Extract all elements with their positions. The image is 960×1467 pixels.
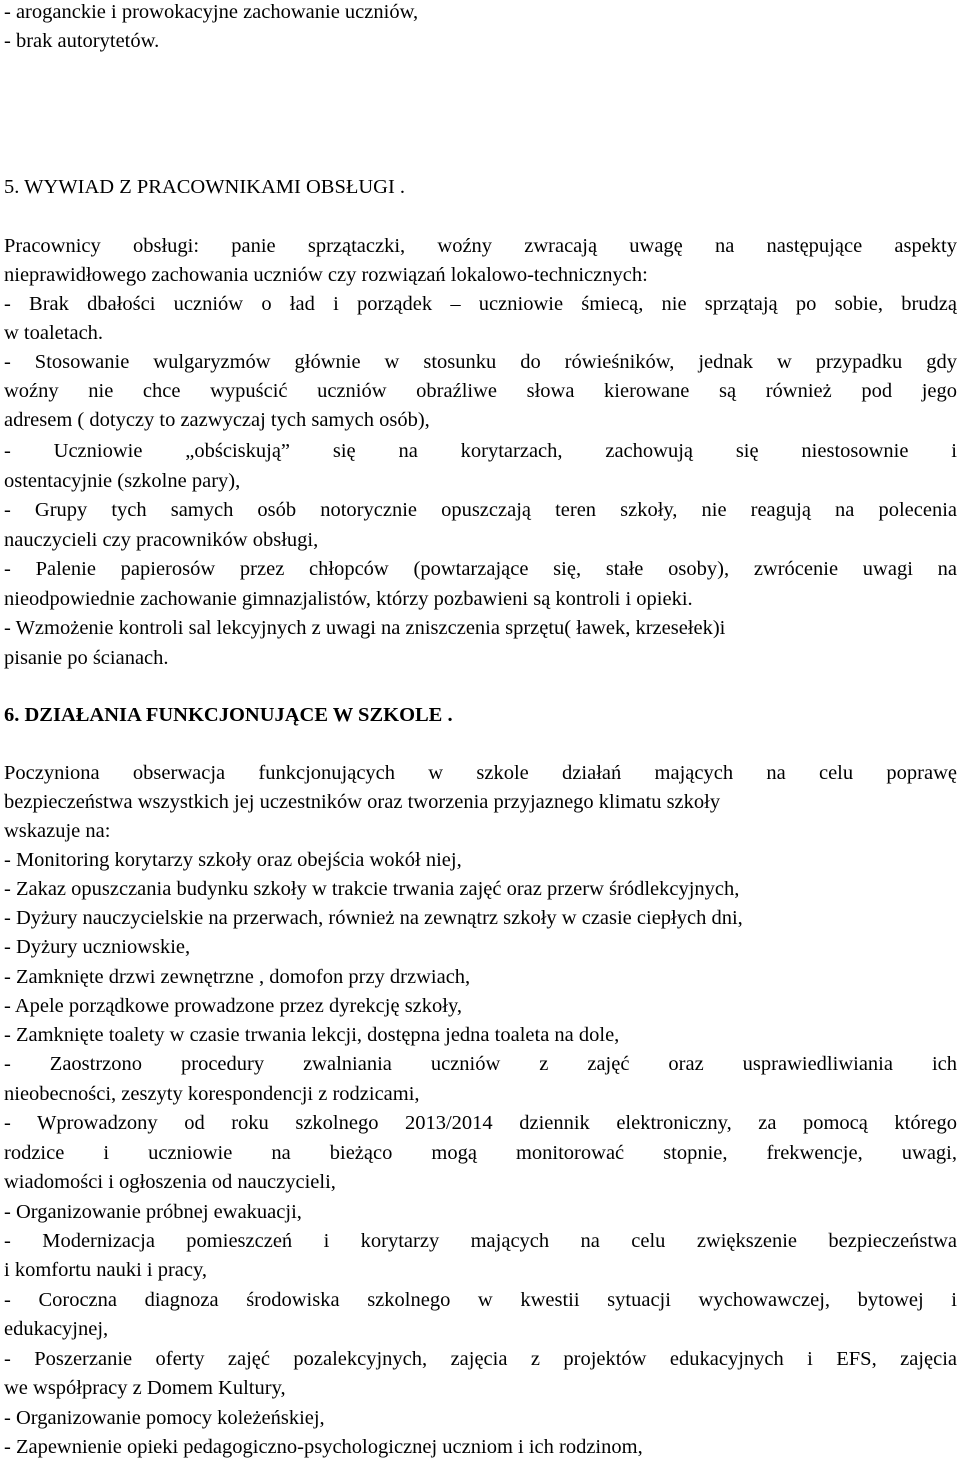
section-heading-5: 5. WYWIAD Z PRACOWNIKAMI OBSŁUGI . — [4, 176, 406, 198]
list-item: - Modernizacja pomieszczeń i korytarzy mających na celu zwiększenie bezpieczeństwa — [4, 1230, 957, 1252]
list-item: - Dyżury uczniowskie, — [4, 936, 191, 958]
paragraph-line: - Uczniowie „obściskują” się na korytarzach, zachowują się niestosownie i — [4, 440, 957, 462]
paragraph-line: woźny nie chce wypuścić uczniów obraźliwe słowa kierowane są również pod jego — [4, 380, 957, 402]
paragraph-line: adresem ( dotyczy to zazwyczaj tych samych osób), — [4, 409, 430, 431]
paragraph-line: - Grupy tych samych osób notorycznie opuszczają teren szkoły, nie reagują na polecenia — [4, 499, 957, 521]
paragraph-line: - Palenie papierosów przez chłopców (powtarzające się, stałe osoby), zwrócenie uwagi na — [4, 558, 957, 580]
paragraph-line: - Stosowanie wulgaryzmów głównie w stosunku do rówieśników, jednak w przypadku gdy — [4, 351, 957, 373]
list-item: edukacyjnej, — [4, 1318, 109, 1340]
list-item: nieobecności, zeszyty korespondencji z rodzicami, — [4, 1083, 420, 1105]
list-item: - Organizowanie próbnej ewakuacji, — [4, 1201, 302, 1223]
list-item: - aroganckie i prowokacyjne zachowanie uczniów, — [4, 1, 419, 23]
list-item: - Organizowanie pomocy koleżeńskiej, — [4, 1407, 325, 1429]
list-item: - Zaostrzono procedury zwalniania uczniów z zajęć oraz usprawiedliwiania ich — [4, 1053, 957, 1075]
list-item: - Zamknięte drzwi zewnętrzne , domofon przy drzwiach, — [4, 966, 471, 988]
list-item: - Dyżury nauczycielskie na przerwach, również na zewnątrz szkoły w czasie ciepłych dni, — [4, 907, 743, 929]
paragraph-line: - Brak dbałości uczniów o ład i porządek – uczniowie śmiecą, nie sprzątają po sobie, brudzą — [4, 293, 957, 315]
paragraph-line: bezpieczeństwa wszystkich jej uczestników oraz tworzenia przyjaznego klimatu szkoły — [4, 791, 721, 813]
list-item: - Coroczna diagnoza środowiska szkolnego w kwestii sytuacji wychowawczej, bytowej i — [4, 1289, 957, 1311]
list-item: wiadomości i ogłoszenia od nauczycieli, — [4, 1171, 336, 1193]
list-item: we współpracy z Domem Kultury, — [4, 1377, 286, 1399]
list-item: - Wprowadzony od roku szkolnego 2013/2014 dziennik elektroniczny, za pomocą którego — [4, 1112, 957, 1134]
list-item: - Zakaz opuszczania budynku szkoły w trakcie trwania zajęć oraz przerw śródlekcyjnych, — [4, 878, 740, 900]
list-item: - Monitoring korytarzy szkoły oraz obejścia wokół niej, — [4, 849, 462, 871]
list-item: - Zamknięte toalety w czasie trwania lekcji, dostępna jedna toaleta na dole, — [4, 1024, 620, 1046]
list-item: - Zapewnienie opieki pedagogiczno-psychologicznej uczniom i ich rodzinom, — [4, 1436, 643, 1458]
list-item: - Poszerzanie oferty zajęć pozalekcyjnych, zajęcia z projektów edukacyjnych i EFS, zajęcia — [4, 1348, 957, 1370]
paragraph-line: Pracownicy obsługi: panie sprzątaczki, woźny zwracają uwagę na następujące aspekty — [4, 235, 957, 257]
paragraph-line: w toaletach. — [4, 322, 104, 344]
section-heading-6: 6. DZIAŁANIA FUNKCJONUJĄCE W SZKOLE . — [4, 704, 453, 726]
paragraph-line: nieprawidłowego zachowania uczniów czy rozwiązań lokalowo-technicznych: — [4, 264, 648, 286]
paragraph-line: pisanie po ścianach. — [4, 647, 169, 669]
paragraph-line: nieodpowiednie zachowanie gimnazjalistów, którzy pozbawieni są kontroli i opieki. — [4, 588, 693, 610]
list-item: i komfortu nauki i pracy, — [4, 1259, 208, 1281]
paragraph-line: nauczycieli czy pracowników obsługi, — [4, 529, 319, 551]
paragraph-line: wskazuje na: — [4, 820, 111, 842]
paragraph-line: Poczyniona obserwacja funkcjonujących w szkole działań mających na celu poprawę — [4, 762, 957, 784]
list-item: - Apele porządkowe prowadzone przez dyrekcję szkoły, — [4, 995, 463, 1017]
paragraph-line: - Wzmożenie kontroli sal lekcyjnych z uwagi na zniszczenia sprzętu( ławek, krzesełek)i — [4, 617, 726, 639]
paragraph-line: ostentacyjnie (szkolne pary), — [4, 470, 241, 492]
list-item: - brak autorytetów. — [4, 30, 160, 52]
list-item: rodzice i uczniowie na bieżąco mogą monitorować stopnie, frekwencje, uwagi, — [4, 1142, 957, 1164]
